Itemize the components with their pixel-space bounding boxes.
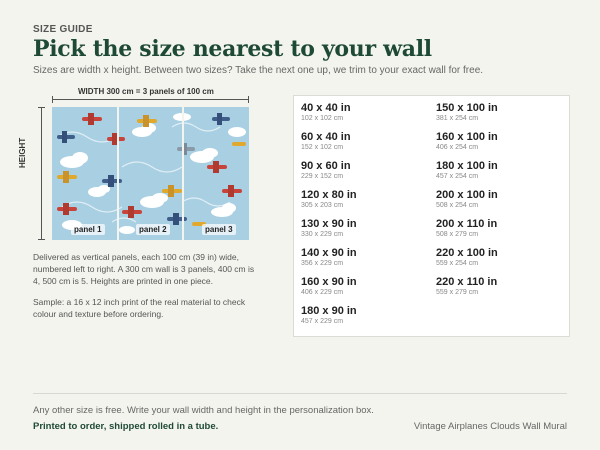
size-option[interactable]	[436, 189, 498, 209]
size-cm: 559 x 254 cm	[436, 260, 479, 267]
height-arrow	[41, 107, 42, 240]
eyebrow: SIZE GUIDE	[33, 24, 93, 35]
mural-artwork	[52, 107, 249, 240]
size-option[interactable]	[301, 276, 357, 296]
size-cm: 508 x 254 cm	[436, 202, 479, 209]
size-cm: 229 x 152 cm	[301, 173, 344, 180]
size-inches: 160 x 90 in	[301, 276, 357, 288]
panel-label-3: panel 3	[202, 224, 236, 235]
panel-divider-1	[117, 107, 119, 240]
size-inches: 40 x 40 in	[301, 102, 351, 114]
size-cm: 406 x 254 cm	[436, 144, 479, 151]
size-option[interactable]	[436, 131, 498, 151]
size-inches: 150 x 100 in	[436, 102, 498, 114]
panels-note: Delivered as vertical panels, each 100 cm (39 in) wide, numbered left to right. A 300 cm wall is 3 panels, 400 cm is 4, 500 cm is 5. Heights are printed in one piece.	[33, 252, 255, 286]
size-inches: 90 x 60 in	[301, 160, 351, 172]
size-cm: 457 x 229 cm	[301, 318, 344, 325]
size-option[interactable]	[436, 247, 498, 267]
subtitle: Sizes are width x height. Between two sizes? Take the next one up, we trim to your exact wall for free.	[33, 65, 484, 76]
footer-divider	[33, 393, 567, 394]
size-inches: 60 x 40 in	[301, 131, 351, 143]
size-option[interactable]	[301, 102, 351, 122]
size-cm: 102 x 102 cm	[301, 115, 344, 122]
size-list	[293, 95, 570, 337]
page-title: Pick the size nearest to your wall	[33, 36, 432, 62]
size-option[interactable]	[436, 160, 498, 180]
size-option[interactable]	[436, 276, 497, 296]
shipping-note: Printed to order, shipped rolled in a tube.	[33, 421, 219, 432]
size-inches: 220 x 100 in	[436, 247, 498, 259]
size-cm: 381 x 254 cm	[436, 115, 479, 122]
size-cm: 457 x 254 cm	[436, 173, 479, 180]
mural-preview	[52, 107, 249, 240]
panel-label-2: panel 2	[136, 224, 170, 235]
size-option[interactable]	[301, 305, 357, 325]
size-cm: 508 x 279 cm	[436, 231, 479, 238]
size-option[interactable]	[301, 131, 351, 151]
size-inches: 220 x 110 in	[436, 276, 498, 288]
panel-divider-2	[182, 107, 184, 240]
panel-label-1: panel 1	[71, 224, 105, 235]
width-label: WIDTH 300 cm = 3 panels of 100 cm	[78, 87, 214, 96]
size-inches: 160 x 100 in	[436, 131, 498, 143]
size-option[interactable]	[436, 218, 497, 238]
size-option[interactable]	[436, 102, 498, 122]
size-cm: 305 x 203 cm	[301, 202, 344, 209]
size-inches: 200 x 100 in	[436, 189, 498, 201]
size-inches: 180 x 100 in	[436, 160, 498, 172]
size-option[interactable]	[301, 218, 357, 238]
custom-size-note: Any other size is free. Write your wall width and height in the personalization box.	[33, 405, 374, 416]
height-label: HEIGHT	[18, 137, 27, 168]
size-inches: 140 x 90 in	[301, 247, 357, 259]
size-cm: 152 x 102 cm	[301, 144, 344, 151]
size-option[interactable]	[301, 189, 357, 209]
product-name: Vintage Airplanes Clouds Wall Mural	[413, 421, 567, 432]
size-cm: 406 x 229 cm	[301, 289, 344, 296]
sample-note: Sample: a 16 x 12 inch print of the real material to check colour and texture before ordering.	[33, 297, 246, 319]
size-inches: 180 x 90 in	[301, 305, 357, 317]
size-inches: 120 x 80 in	[301, 189, 357, 201]
width-arrow	[52, 99, 249, 100]
size-cm: 330 x 229 cm	[301, 231, 344, 238]
size-inches: 200 x 110 in	[436, 218, 498, 230]
size-cm: 356 x 229 cm	[301, 260, 344, 267]
size-option[interactable]	[301, 247, 357, 267]
size-inches: 130 x 90 in	[301, 218, 357, 230]
size-option[interactable]	[301, 160, 351, 180]
size-cm: 559 x 279 cm	[436, 289, 479, 296]
